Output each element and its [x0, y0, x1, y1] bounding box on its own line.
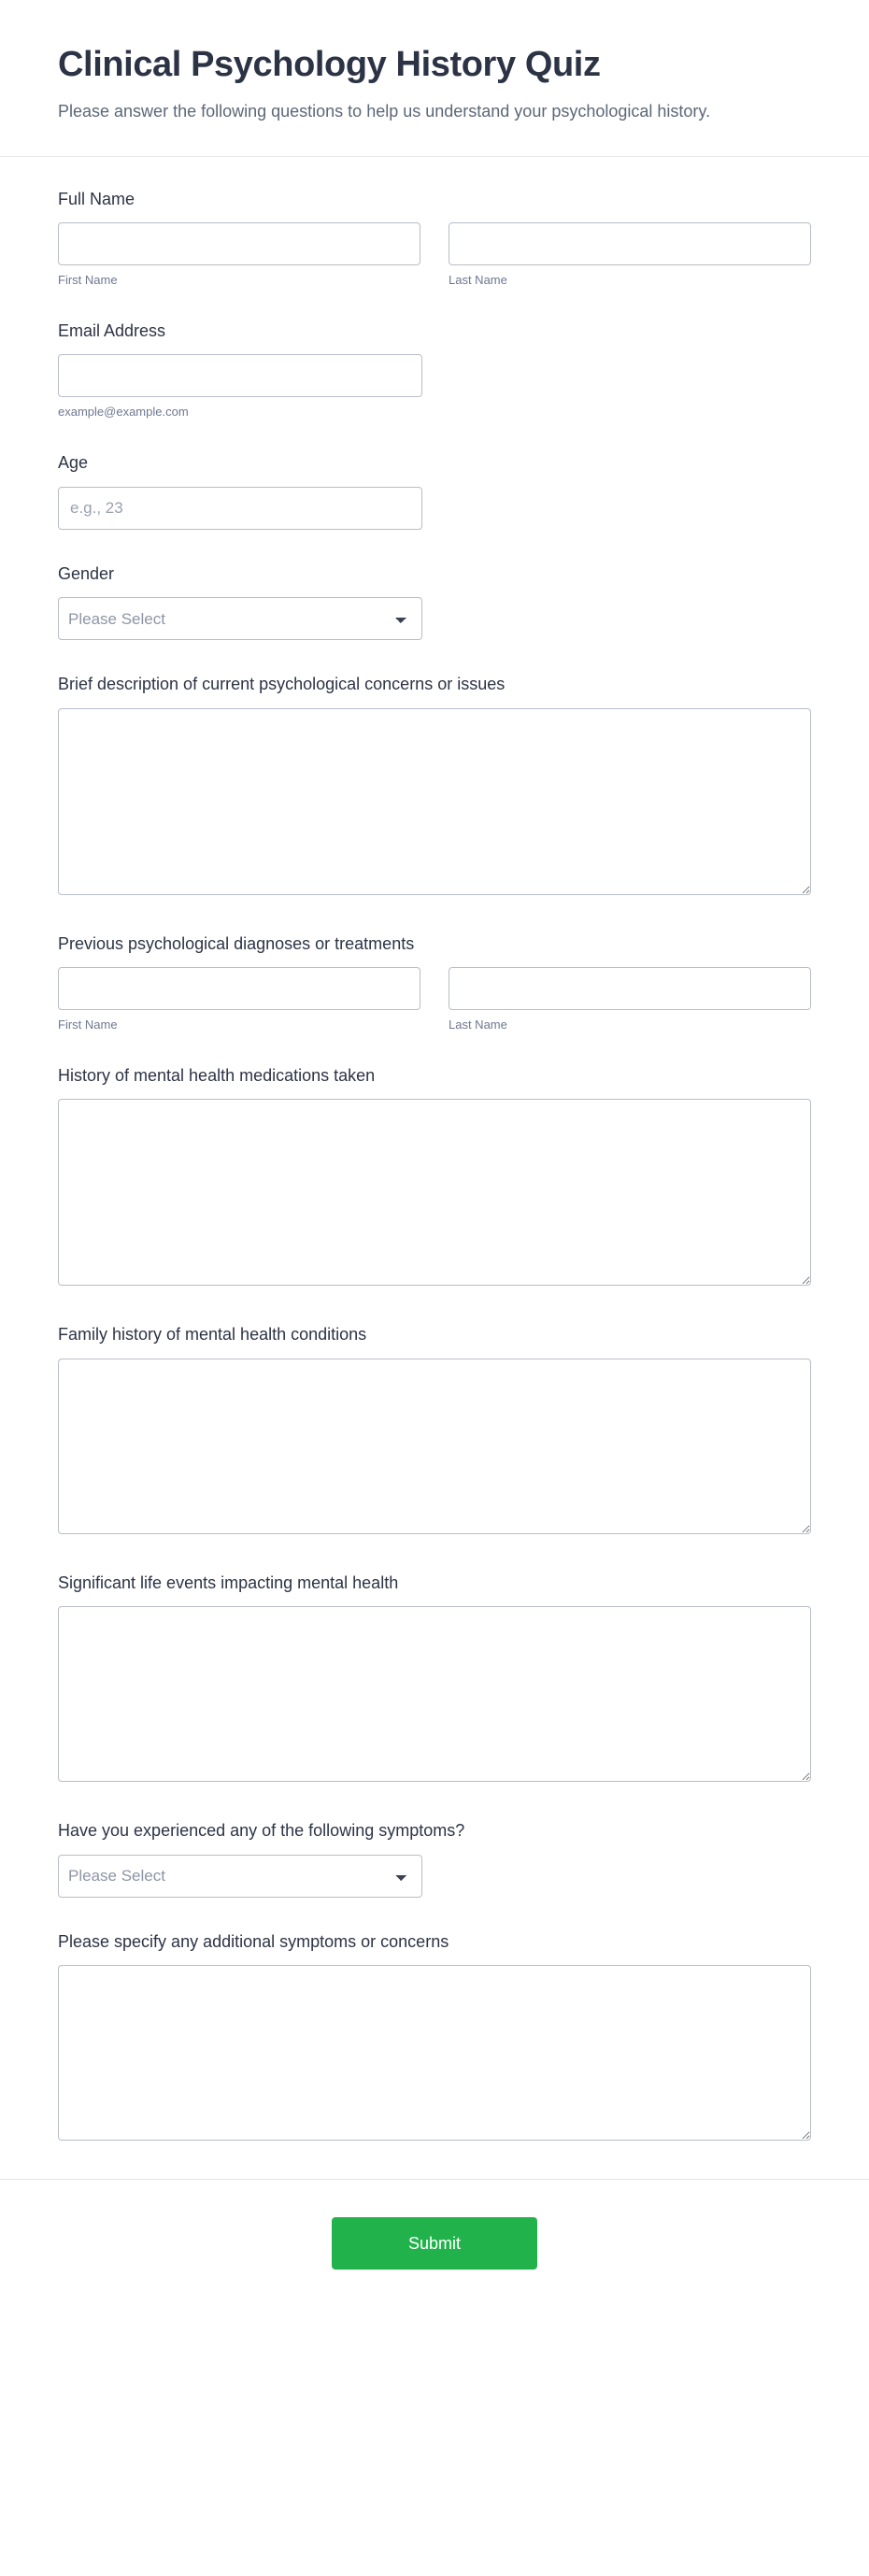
previous-diagnoses-last-col [449, 967, 811, 1032]
full-name-first-col [58, 222, 420, 287]
medications-label: History of mental health medications taken [58, 1066, 376, 1086]
field-full-name [58, 189, 811, 287]
email-field[interactable] [58, 354, 422, 397]
full-name-row [58, 222, 811, 287]
field-symptoms [58, 1820, 811, 1897]
previous-diagnoses-first-sublabel: First Name [58, 1018, 118, 1032]
field-additional-symptoms [58, 1931, 811, 2145]
field-age [58, 452, 811, 529]
life-events-label: Significant life events impacting mental health [58, 1573, 399, 1592]
previous-diagnoses-last-input[interactable] [449, 967, 811, 1010]
previous-diagnoses-first-input[interactable] [58, 967, 420, 1010]
form-body [0, 157, 869, 2145]
full-name-label: Full Name [58, 189, 135, 208]
field-email [58, 320, 811, 419]
field-gender [58, 563, 811, 640]
age-input[interactable] [58, 487, 422, 530]
email-label: Email Address [58, 321, 166, 341]
previous-diagnoses-label: Previous psychological diagnoses or treatments [58, 933, 415, 953]
previous-diagnoses-first-col [58, 967, 420, 1032]
field-previous-diagnoses [58, 933, 811, 1032]
field-family-history [58, 1324, 811, 1538]
last-name-sublabel: Last Name [449, 273, 507, 288]
page-title: Clinical Psychology History Quiz [58, 45, 601, 84]
field-medications [58, 1065, 811, 1290]
age-label: Age [58, 453, 89, 473]
life-events-textarea[interactable] [58, 1606, 811, 1782]
previous-diagnoses-last-sublabel: Last Name [449, 1018, 507, 1032]
email-sublabel: example@example.com [58, 405, 189, 420]
family-history-textarea[interactable] [58, 1359, 811, 1534]
additional-symptoms-label: Please specify any additional symptoms or concerns [58, 1931, 449, 1951]
first-name-sublabel: First Name [58, 273, 118, 288]
full-name-last-col [449, 222, 811, 287]
form-header [0, 0, 869, 157]
page-subtitle: Please answer the following questions to help us understand your psychological history. [58, 101, 711, 121]
first-name-input[interactable] [58, 222, 420, 265]
additional-symptoms-textarea[interactable] [58, 1965, 811, 2141]
form-footer [0, 2179, 869, 2320]
family-history-label: Family history of mental health conditions [58, 1325, 367, 1345]
symptoms-select[interactable] [58, 1855, 422, 1898]
concerns-label: Brief description of current psychological concerns or issues [58, 675, 506, 694]
gender-label: Gender [58, 563, 115, 583]
medications-textarea[interactable] [58, 1099, 811, 1286]
concerns-textarea[interactable] [58, 708, 811, 895]
field-concerns [58, 674, 811, 899]
submit-button[interactable]: Submit [332, 2217, 537, 2270]
symptoms-label: Have you experienced any of the following symptoms? [58, 1821, 465, 1841]
gender-select[interactable] [58, 597, 422, 640]
previous-diagnoses-row [58, 967, 811, 1032]
last-name-input[interactable] [449, 222, 811, 265]
field-life-events [58, 1573, 811, 1786]
